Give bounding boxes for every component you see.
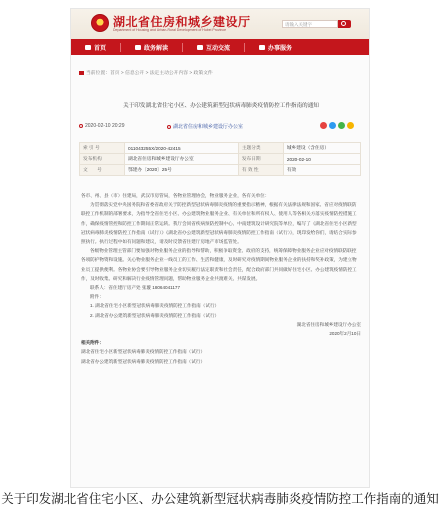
- table-row: [80, 154, 361, 165]
- info-key: 文 号: [80, 165, 125, 176]
- info-value: 湖北省住房和城乡建设厅办公室: [125, 154, 239, 165]
- site-header: [71, 9, 369, 39]
- home-icon: [85, 45, 91, 50]
- main-nav: [71, 39, 369, 55]
- info-key: 发布机构: [80, 154, 125, 165]
- info-value: 011043255X/2020-42415: [125, 143, 239, 154]
- document-icon: [135, 45, 141, 50]
- share-qq-icon[interactable]: [329, 122, 336, 129]
- related-attachment-link[interactable]: 湖北省住宅小区新型冠状病毒肺炎疫情防控工作指南（试行）: [81, 349, 206, 355]
- table-row: [80, 165, 361, 176]
- nav-item-label: 互动交流: [206, 45, 231, 52]
- attachments-label: 附件：: [90, 294, 104, 300]
- salutation: 各市、州、县（市）住建局，武汉市房管局，各物业管理协会，物业服务企业，各有关单位：: [81, 193, 270, 198]
- share-wechat-icon[interactable]: [338, 122, 345, 129]
- info-value: 有效: [283, 165, 360, 176]
- info-value: 鄂建办〔2020〕25号: [125, 165, 239, 176]
- search-input[interactable]: 请输入关键字: [282, 20, 338, 28]
- nav-item-interaction[interactable]: [197, 43, 230, 52]
- share-qzone-icon[interactable]: [347, 122, 354, 129]
- article-title: 关于印发湖北省住宅小区、办公建筑新型冠状病毒肺炎疫情防控工作指南的通知: [123, 103, 319, 109]
- site-subtitle: Department of Housing and Urban-Rural Development of Hubei Province: [113, 28, 227, 32]
- signature: 湖北省住房和城乡建设厅办公室: [296, 321, 361, 327]
- article-source-text: 湖北省住房和城乡建设厅办公室: [173, 124, 244, 130]
- share-weibo-icon[interactable]: [320, 122, 327, 129]
- source-icon: [167, 125, 171, 129]
- nav-item-label: 政务解读: [144, 45, 169, 52]
- chat-icon: [197, 45, 203, 50]
- nav-divider: [182, 43, 183, 52]
- info-value: 2020-02-10: [283, 154, 360, 165]
- info-key: 有 效 性: [238, 165, 283, 176]
- article-body: [81, 191, 361, 366]
- image-caption: 关于印发湖北省住宅小区、办公建筑新型冠状病毒肺炎疫情防控工作指南的通知: [1, 492, 439, 506]
- info-key: 主题分类: [238, 143, 283, 154]
- related-attachments-label: 相关附件：: [81, 340, 104, 346]
- service-icon: [259, 45, 265, 50]
- search-icon[interactable]: [338, 20, 351, 28]
- nav-item-label: 首页: [94, 45, 107, 52]
- article-source: [167, 123, 243, 130]
- nav-divider: [120, 43, 121, 52]
- site-title[interactable]: 湖北省住房和城乡建设厅: [113, 15, 251, 29]
- attachment-link[interactable]: 2. 湖北省办公建筑新型冠状病毒肺炎疫情防控工作指南（试行）: [90, 312, 220, 318]
- attachment-link[interactable]: 1. 湖北省住宅小区新型冠状病毒肺炎疫情防控工作指南（试行）: [90, 303, 220, 309]
- nav-item-policy[interactable]: [135, 43, 168, 52]
- info-key: 索 引 号: [80, 143, 125, 154]
- document-info-table: [79, 142, 361, 176]
- info-value: 城乡建设（含住房）: [283, 143, 360, 154]
- nav-item-service[interactable]: [259, 43, 292, 52]
- webpage-screenshot: [70, 8, 370, 488]
- body-paragraph: 各级物业管理主管部门要加强对物业服务企业的指导和帮助，积极争取资金、政府的支持，统筹保障物业服务企业应对疫情联防联控各项防护物资和设施。关心物业服务企业一线员工的工作、生活和健康，及时研究对疫情期间物业服务企业的扶持和奖补政策，为建立物业员工提供便利。各物业协会要引导物业服务企业切实履行法定职责和社会责任，配合政府部门共同做好住宅小区、办公建筑疫情防控工作，及时收集、研究和解决行业疫情管理问题，帮助物业服务企业共渡难关、共谋发展。: [81, 248, 357, 281]
- sign-date: 2020年2月10日: [329, 331, 361, 337]
- national-emblem-icon: [91, 14, 109, 32]
- nav-divider: [244, 43, 245, 52]
- contact-line: 联系人：省住建厅房产处 张璇 18064041177: [90, 285, 181, 291]
- breadcrumb: [79, 69, 213, 76]
- article-date: [79, 123, 124, 129]
- home-icon: [79, 71, 84, 75]
- body-paragraph: 为贯彻落实党中央国务院和省委省政府关于防控新型冠状病毒肺炎疫情的重要指示精神，根据有关法律法规和国家、省应对疫情联防联控工作机制的部署要求，为指导全省住宅小区、办公建筑物业服务企业、有关单位和所有权人、使用人等各相关方落实疫情防控措施工作，确保疫情管控和防控工作期间正常运转。我厅会同省疾病预防控制中心、中南建筑设计研究院等单位，编写了《湖北省住宅小区新型冠状病毒肺炎疫情防控工作指南（试行）》《湖北省办公建筑新型冠状病毒肺炎疫情防控工作指南（试行）》，现印发给你们，请结合实际参照执行。执行过程中如有问题和建议，请及时反馈省住建厅房地产市场监管处。: [81, 202, 357, 245]
- related-attachment-link[interactable]: 湖北省办公建筑新型冠状病毒肺炎疫情防控工作指南（试行）: [81, 358, 206, 364]
- breadcrumb-text[interactable]: 当前位置：首页 > 信息公开 > 法定主动公开内容 > 政策文件: [86, 71, 213, 76]
- info-key: 发布日期: [238, 154, 283, 165]
- table-row: [80, 143, 361, 154]
- nav-item-home[interactable]: [85, 43, 106, 52]
- nav-item-label: 办事服务: [268, 45, 293, 52]
- clock-icon: [79, 124, 83, 128]
- article-date-text: 2020-02-10 20:29: [85, 123, 125, 129]
